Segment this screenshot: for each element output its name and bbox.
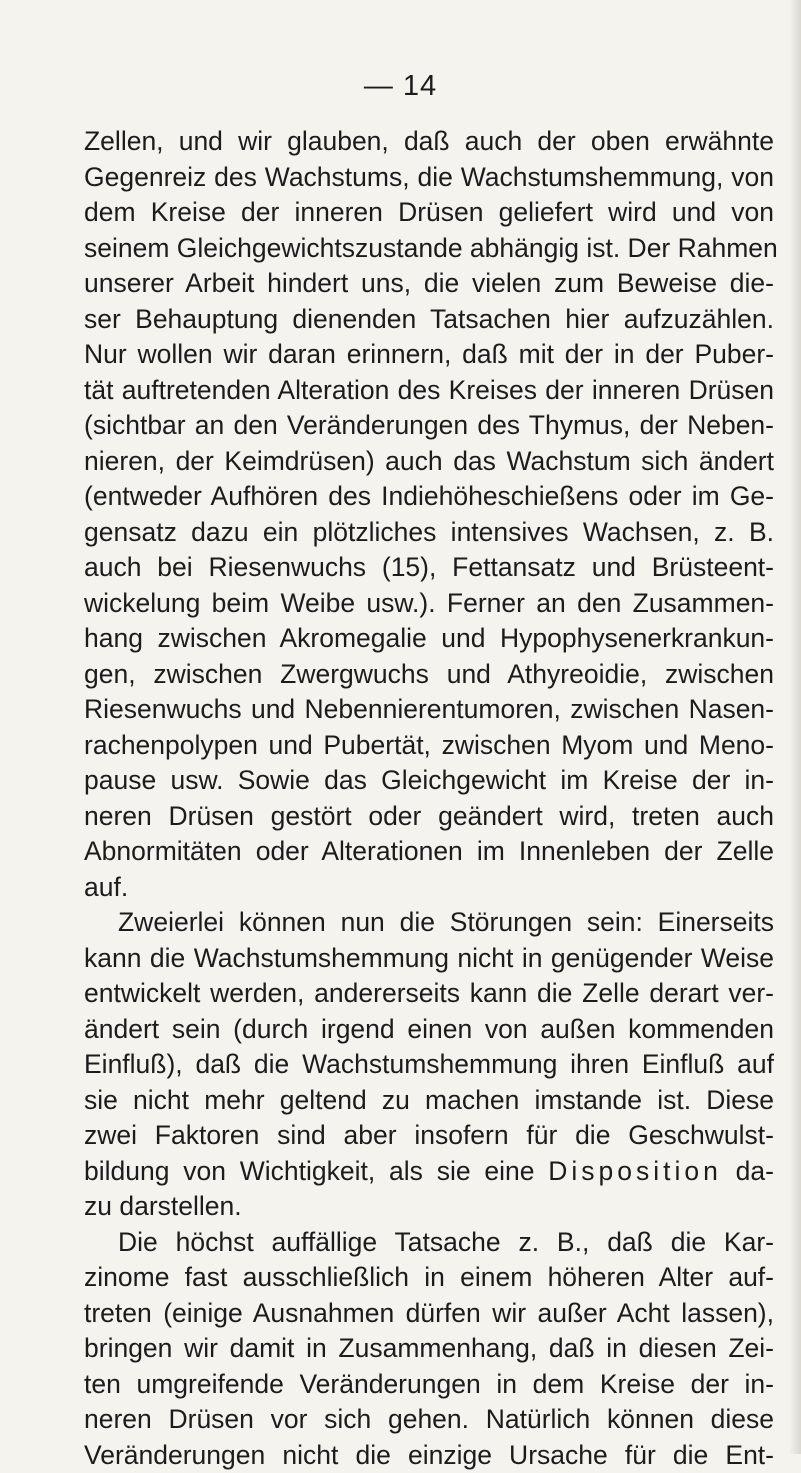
- text-line: zinome fast ausschließlich in einem höheren Alter auf-: [84, 1260, 774, 1296]
- text-line: pause usw. Sowie das Gleichgewicht im Kreise der in-: [84, 763, 774, 799]
- text-line: bringen wir damit in Zusammenhang, daß in diesen Zei-: [84, 1331, 774, 1367]
- text-line: rachenpolypen und Pubertät, zwischen Myom und Meno-: [84, 728, 774, 764]
- emphasized-word: Disposition: [548, 1156, 722, 1186]
- text-line: ten umgreifende Veränderungen in dem Kreise der in-: [84, 1367, 774, 1403]
- text-line: neren Drüsen vor sich gehen. Natürlich können diese: [84, 1402, 774, 1438]
- text-line: Nur wollen wir daran erinnern, daß mit der in der Puber-: [84, 337, 774, 373]
- text-segment: da-: [736, 1156, 774, 1186]
- page-edge-shadow: [789, 0, 801, 1454]
- text-line: Riesenwuchs und Nebennierentumoren, zwischen Nasen-: [84, 692, 774, 728]
- text-line: gen, zwischen Zwergwuchs und Athyreoidie, zwischen: [84, 657, 774, 693]
- text-line: gensatz dazu ein plötzliches intensives Wachsen, z. B.: [84, 515, 774, 551]
- text-line: Zweierlei können nun die Störungen sein: Einerseits: [84, 905, 774, 941]
- text-line: ändert sein (durch irgend einen von außen kommenden: [84, 1012, 774, 1048]
- text-segment: bildung von Wichtigkeit, als sie eine: [84, 1156, 534, 1186]
- text-line: Einfluß), daß die Wachstumshemmung ihren Einfluß auf: [84, 1047, 774, 1083]
- paragraph-2: [84, 905, 774, 1225]
- text-line: entwickelt werden, andererseits kann die Zelle derart ver-: [84, 976, 774, 1012]
- text-line: kann die Wachstumshemmung nicht in genügender Weise: [84, 941, 774, 977]
- text-line: Die höchst auffällige Tatsache z. B., daß die Kar-: [84, 1225, 774, 1261]
- text-line: (sichtbar an den Veränderungen des Thymus, der Neben-: [84, 408, 774, 444]
- text-line: unserer Arbeit hindert uns, die vielen zum Beweise die-: [84, 266, 774, 302]
- text-line: wickelung beim Weibe usw.). Ferner an den Zusammen-: [84, 586, 774, 622]
- text-line: ser Behauptung dienenden Tatsachen hier aufzuzählen.: [84, 302, 774, 338]
- text-line: nieren, der Keimdrüsen) auch das Wachstum sich ändert: [84, 444, 774, 480]
- text-line: neren Drüsen gestört oder geändert wird, treten auch: [84, 799, 774, 835]
- text-line: (entweder Aufhören des Indiehöheschießens oder im Ge-: [84, 479, 774, 515]
- text-line: dem Kreise der inneren Drüsen geliefert wird und von: [84, 195, 774, 231]
- text-line: auf.: [84, 870, 774, 906]
- text-line: zwei Faktoren sind aber insofern für die Geschwulst-: [84, 1118, 774, 1154]
- text-line: zu darstellen.: [84, 1189, 774, 1225]
- text-line: seinem Gleichgewichtszustande abhängig ist. Der Rahmen: [84, 231, 774, 267]
- text-line: Veränderungen nicht die einzige Ursache für die Ent-: [84, 1438, 774, 1473]
- text-line: tät auftretenden Alteration des Kreises der inneren Drüsen: [84, 373, 774, 409]
- text-line: auch bei Riesenwuchs (15), Fettansatz und Brüsteent-: [84, 550, 774, 586]
- text-line: Zellen, und wir glauben, daß auch der oben erwähnte: [84, 124, 774, 160]
- body-text: [84, 124, 774, 1473]
- text-line: Abnormitäten oder Alterationen im Innenleben der Zelle: [84, 834, 774, 870]
- paragraph-3: [84, 1225, 774, 1473]
- text-line: sie nicht mehr geltend zu machen imstande ist. Diese: [84, 1083, 774, 1119]
- text-line: Gegenreiz des Wachstums, die Wachstumshemmung, von: [84, 160, 774, 196]
- text-line: hang zwischen Akromegalie und Hypophysenerkrankun-: [84, 621, 774, 657]
- paragraph-1: [84, 124, 774, 905]
- page-number: — 14: [0, 68, 801, 104]
- text-line-with-emphasis: [84, 1154, 774, 1190]
- text-line: treten (einige Ausnahmen dürfen wir außer Acht lassen),: [84, 1296, 774, 1332]
